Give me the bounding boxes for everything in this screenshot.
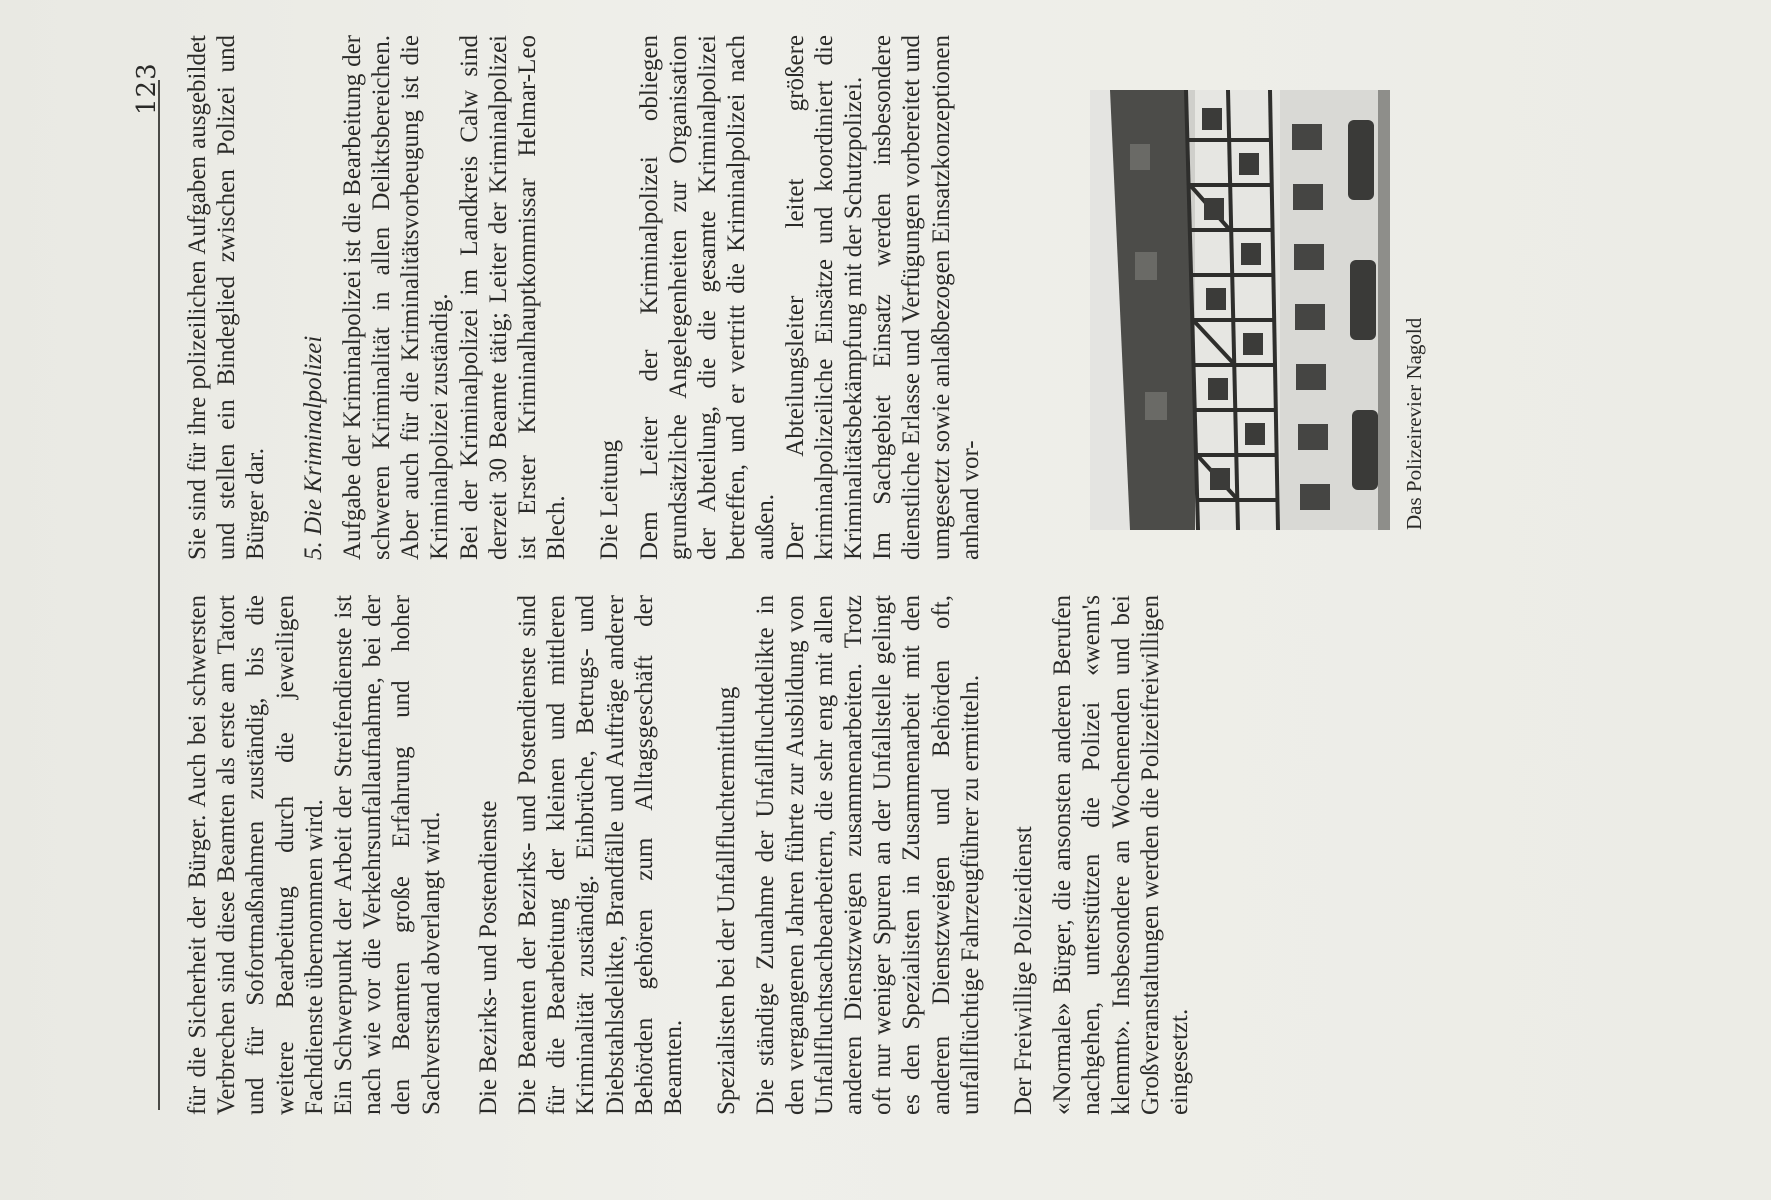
page-number: 123	[132, 62, 162, 115]
paragraph: Sie sind für ihre polizeilichen Aufgaben ausgebildet und stellen ein Bindeglied zwischen Polizei und Bürger dar.	[184, 35, 270, 560]
paragraph: Dem Leiter der Kriminalpolizei obliegen grundsätzliche Angelegenheiten zur Organisation der Abteilung, die die gesamte Kriminalpolizei betreffen, und er vertritt die Kriminalpolizei nach außen.	[635, 35, 780, 560]
paragraph: für die Sicherheit der Bürger. Auch bei schwersten Verbrechen sind diese Beamten als erste am Tatort und für Sofortmaßnahmen zuständig, bis die weitere Bearbeitung durch die jeweiligen Fachdienste übernommen wird.	[184, 595, 328, 1115]
building-photo	[1090, 90, 1390, 530]
photo-caption: Das Polizeirevier Nagold	[1402, 317, 1426, 530]
chapter-heading: 5. Die Kriminalpolizei	[299, 335, 327, 560]
header-rule	[158, 80, 160, 1110]
section-heading: Spezialisten bei der Unfallfluchtermittlung	[713, 686, 741, 1115]
section-heading: Die Leitung	[596, 439, 624, 560]
paragraph: Die ständige Zunahme der Unfallfluchtdelikte in den vergangenen Jahren führte zur Ausbildung von Unfallfluchtsachbearbeitern, die sehr eng mit allen anderen Dienstzweigen zusammenarbeiten. Trotz oft nur weniger Spuren an der Unfallstelle gelingt es den Spezialisten in Zusammenarbeit mit den anderen Dienstzweigen und Behörden oft, unfallflüchtige Fahrzeugführer zu ermitteln.	[752, 595, 984, 1115]
paragraph: Im Sachgebiet Einsatz werden insbesondere dienstliche Erlasse und Verfügungen vorbereitet und umgesetzt sowie anlaßbezogen Einsatzkonzeptionen anhand vor-	[869, 35, 984, 560]
section-heading: Der Freiwillige Polizeidienst	[1010, 826, 1038, 1115]
paragraph: Der Abteilungsleiter leitet größere kriminalpolizeiliche Einsätze und koordiniert die Kriminalitätsbekämpfung mit der Schutzpolizei.	[781, 35, 868, 560]
paragraph: «Normale» Bürger, die ansonsten anderen Berufen nachgehen, unterstützen die Polizei «wenn's klemmt». Insbesondere an Wochenenden und bei Großveranstaltungen werden die Polizeifreiwilligen eingesetzt.	[1049, 595, 1194, 1115]
text-column-right	[183, 35, 985, 560]
paragraph: Bei der Kriminalpolizei im Landkreis Calw sind derzeit 30 Beamte tätig; Leiter der Kriminalpolizei ist Erster Kriminalhauptkommissar Helmar-Leo Blech.	[455, 35, 571, 560]
section-heading: Die Bezirks- und Postendienste	[474, 800, 502, 1115]
paragraph: Aufgabe der Kriminalpolizei ist die Bearbeitung der schweren Kriminalität in allen Deliktsbereichen. Aber auch für die Kriminalitätsvorbeugung ist die Kriminalpolizei zuständig.	[338, 35, 454, 560]
text-column-left	[183, 595, 1194, 1115]
paragraph: Die Beamten der Bezirks- und Postendienste sind für die Bearbeitung der kleinen und mittleren Kriminalität zuständig. Einbrüche, Betrugs- und Diebstahlsdelikte, Brandfälle und Aufträge anderer Behörden gehören zum Alltagsgeschäft der Beamten.	[514, 595, 688, 1115]
paragraph: Ein Schwerpunkt der Arbeit der Streifendienste ist nach wie vor die Verkehrsunfallaufnahme, bei der den Beamten große Erfahrung und hoher Sachverstand abverlangt wird.	[330, 595, 445, 1115]
